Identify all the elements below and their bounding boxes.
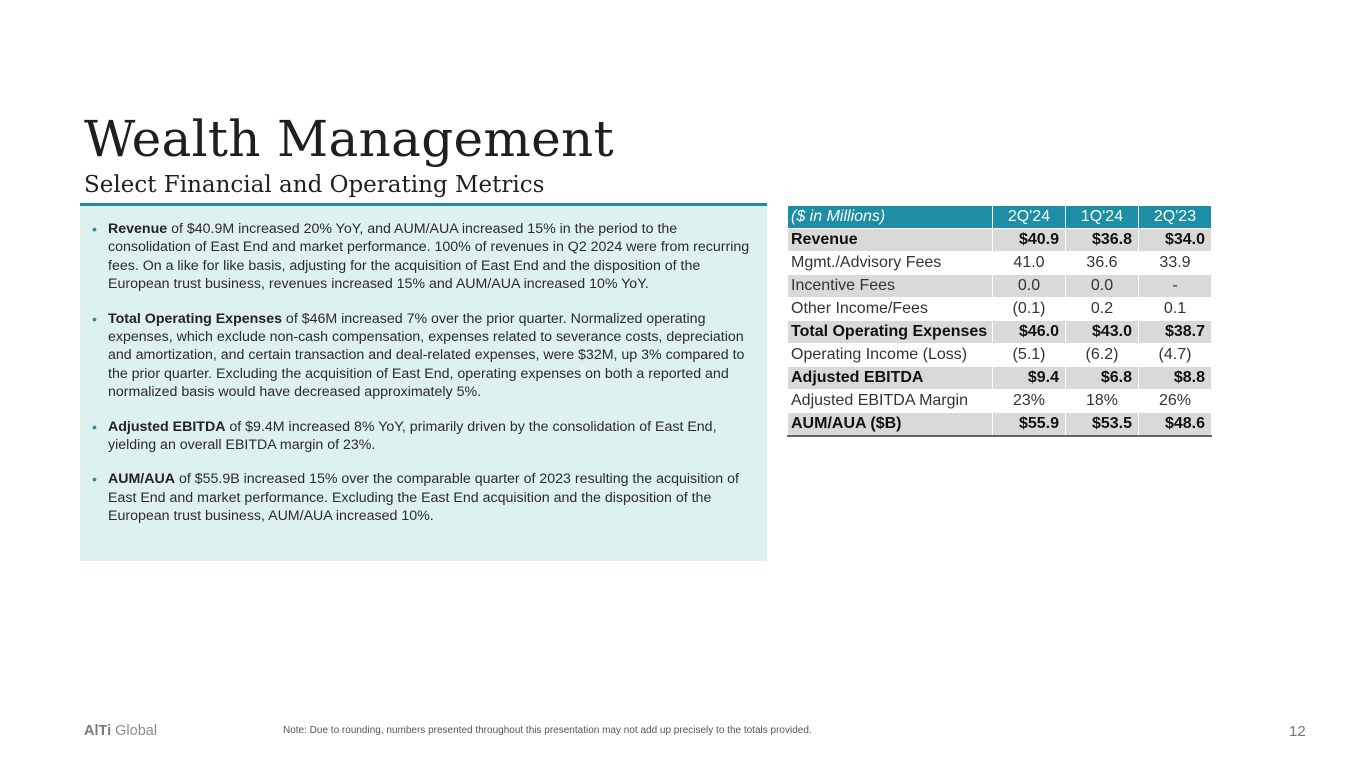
cell-value: 18%: [1066, 390, 1139, 413]
row-label: Mgmt./Advisory Fees: [788, 252, 993, 275]
table-row: [788, 298, 1212, 321]
company-logo: [84, 723, 157, 739]
table-row: [788, 367, 1212, 390]
cell-value: 0.1: [1139, 298, 1212, 321]
row-label: Operating Income (Loss): [788, 344, 993, 367]
cell-value: $48.6: [1139, 413, 1212, 437]
cell-value: $53.5: [1066, 413, 1139, 437]
logo-rest: Global: [111, 723, 158, 739]
table-row: [788, 413, 1212, 437]
cell-value: $46.0: [993, 321, 1066, 344]
bullet-revenue: [90, 220, 759, 294]
bullet-text: of $46M increased 7% over the prior quarter. Normalized operating expenses, which exclude non-cash compensation, expenses related to severance costs, depreciation and amortization, and certain transaction and deal-related expenses, were $32M, up 3% compared to the prior quarter. Excluding the acquisition of East End, operating expenses on both a reported and normalized basis would have decreased approximately 5%.: [108, 310, 745, 401]
page-number: 12: [1289, 723, 1306, 740]
cell-value: -: [1139, 275, 1212, 298]
bullet-dot-icon: •: [92, 418, 97, 435]
table-header-units: ($ in Millions): [788, 206, 993, 229]
bullet-adjusted-ebitda: [90, 418, 759, 455]
table-header-1q24: 1Q'24: [1066, 206, 1139, 229]
cell-value: 26%: [1139, 390, 1212, 413]
bullet-list: [90, 220, 759, 526]
bullet-dot-icon: •: [92, 310, 97, 327]
row-label: Total Operating Expenses: [788, 321, 993, 344]
row-label: Incentive Fees: [788, 275, 993, 298]
bullet-operating-expenses: [90, 310, 759, 402]
table-row: [788, 390, 1212, 413]
table-header-2q23: 2Q'23: [1139, 206, 1212, 229]
cell-value: $55.9: [993, 413, 1066, 437]
row-label: AUM/AUA ($B): [788, 413, 993, 437]
cell-value: $36.8: [1066, 229, 1139, 252]
bullet-lead: Adjusted EBITDA: [108, 418, 226, 435]
bullet-text: of $55.9B increased 15% over the comparable quarter of 2023 resulting the acquisition of East End and market performance. Excluding the East End acquisition and the disposition of the European trust business, AUM/AUA increased 10%.: [108, 471, 739, 525]
cell-value: $9.4: [993, 367, 1066, 390]
logo-strong: AlTi: [84, 723, 112, 739]
cell-value: $40.9: [993, 229, 1066, 252]
rounding-footnote: Note: Due to rounding, numbers presented throughout this presentation may not add up precisely to the totals provided.: [283, 725, 812, 736]
table-row: [788, 321, 1212, 344]
cell-value: (5.1): [993, 344, 1066, 367]
page-subtitle: Select Financial and Operating Metrics: [84, 172, 545, 198]
cell-value: (6.2): [1066, 344, 1139, 367]
bullet-lead: Revenue: [108, 221, 168, 237]
row-label: Revenue: [788, 229, 993, 252]
table-row: [788, 252, 1212, 275]
table-header-2q24: 2Q'24: [993, 206, 1066, 229]
cell-value: $6.8: [1066, 367, 1139, 390]
cell-value: (0.1): [993, 298, 1066, 321]
cell-value: 41.0: [993, 252, 1066, 275]
bullet-dot-icon: •: [92, 471, 97, 488]
bullet-lead: AUM/AUA: [108, 471, 175, 488]
cell-value: $43.0: [1066, 321, 1139, 344]
commentary-panel: [80, 206, 767, 561]
cell-value: 23%: [993, 390, 1066, 413]
cell-value: $8.8: [1139, 367, 1212, 390]
cell-value: 0.0: [1066, 275, 1139, 298]
row-label: Adjusted EBITDA Margin: [788, 390, 993, 413]
cell-value: 0.2: [1066, 298, 1139, 321]
cell-value: $34.0: [1139, 229, 1212, 252]
row-label: Adjusted EBITDA: [788, 367, 993, 390]
cell-value: 36.6: [1066, 252, 1139, 275]
bullet-lead: Total Operating Expenses: [108, 310, 282, 327]
metrics-table: [787, 205, 1212, 437]
table-header-row: [788, 206, 1212, 229]
cell-value: (4.7): [1139, 344, 1212, 367]
bullet-aum-aua: [90, 470, 759, 525]
cell-value: $38.7: [1139, 321, 1212, 344]
table-row: [788, 344, 1212, 367]
table-row: [788, 275, 1212, 298]
bullet-text: of $9.4M increased 8% YoY, primarily driven by the consolidation of East End, yielding an overall EBITDA margin of 23%.: [108, 418, 717, 454]
cell-value: 0.0: [993, 275, 1066, 298]
cell-value: 33.9: [1139, 252, 1212, 275]
table-row: [788, 229, 1212, 252]
row-label: Other Income/Fees: [788, 298, 993, 321]
page-title: Wealth Management: [84, 110, 614, 168]
bullet-dot-icon: •: [92, 221, 97, 237]
bullet-text: of $40.9M increased 20% YoY, and AUM/AUA increased 15% in the period to the consolidation of East End and market performance. 100% of revenues in Q2 2024 were from recurring fees. On a like for like basis, adjusting for the acquisition of East End and the disposition of the European trust business, revenues increased 15% and AUM/AUA increased 10% YoY.: [108, 221, 750, 293]
